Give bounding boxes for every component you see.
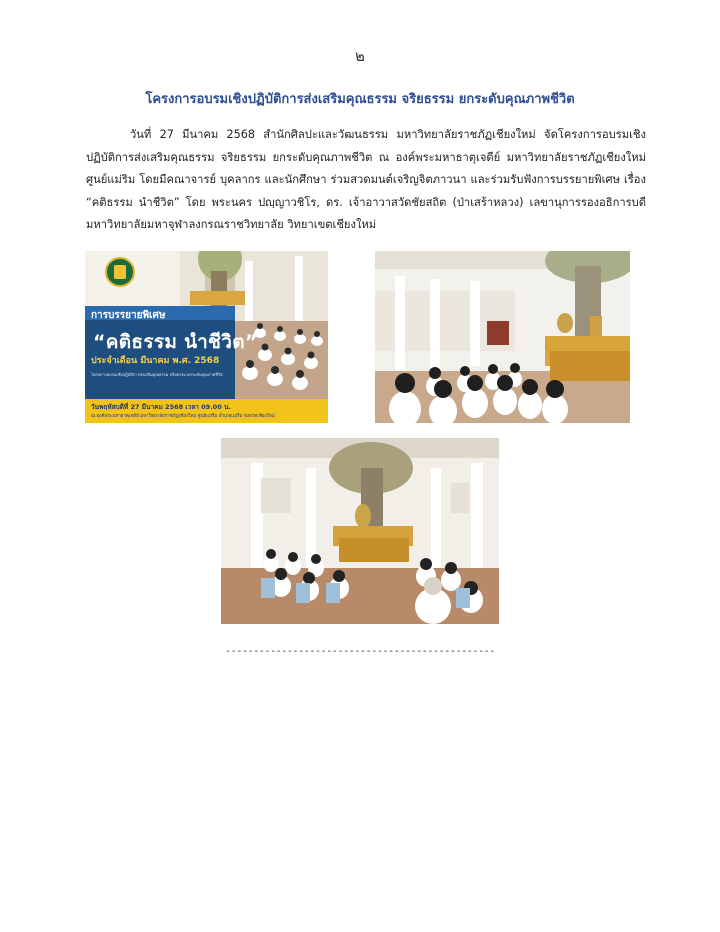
poster-date: วันพฤหัสบดีที่ 27 มีนาคม 2568 เวลา 09.00 น. (91, 403, 231, 411)
poster-kicker: การบรรยายพิเศษ (91, 310, 166, 321)
hall-photo-2-image (221, 438, 499, 624)
section-divider: ------------------------------------------------ (225, 646, 495, 657)
poster-venue: ณ องค์พระมหาธาตุเจดีย์ มหาวิทยาลัยราชภัฏเชียงใหม่ ศูนย์แม่ริม อำเภอแม่ริม จังหวัดเชียงใหม่ (91, 414, 275, 419)
hall-photo-2 (221, 438, 499, 624)
body-paragraph: วันที่ 27 มีนาคม 2568 สำนักศิลปะและวัฒนธรรม มหาวิทยาลัยราชภัฏเชียงใหม่ จัดโครงการอบรมเชิงปฏิบัติการส่งเสริมคุณธรรม จริยธรรม ยกระดับคุณภาพชีวิต ณ องค์พระมหาธาตุเจดีย์ มหาวิทยาลัยราชภัฏเชียงใหม่ ศูนย์แม่ริม โดยมีคณาจารย์ บุคลากร และนักศึกษา ร่วมสวดมนต์เจริญจิตภาวนา และร่วมรับฟังการบรรยายพิเศษ เรื่อง “คติธรรม นำชีวิต” โดย พระนคร ปญฺญาวชิโร, ดร. เจ้าอาวาสวัดชัยสถิต (ป่าเสร้าหลวง) เลขานุการรองอธิการบดี มหาวิทยาลัยมหาจุฬาลงกรณราชวิทยาลัย วิทยาเขตเชียงใหม่ (86, 128, 646, 231)
page-number: ๒ (355, 47, 365, 65)
poster-headline: “คติธรรม นำชีวิต” (93, 331, 258, 353)
body-paragraph-container (86, 124, 646, 237)
hall-photo-1 (375, 251, 630, 423)
poster-small-text: โครงการอบรมเชิงปฏิบัติการส่งเสริมคุณธรรม จริยธรรม ยกระดับคุณภาพชีวิต (91, 372, 223, 377)
university-logo-icon (105, 257, 135, 287)
hall-photo-1-image (375, 251, 630, 423)
document-title: โครงการอบรมเชิงปฏิบัติการส่งเสริมคุณธรรม จริยธรรม ยกระดับคุณภาพชีวิต (145, 92, 575, 107)
poster-subtitle: ประจำเดือน มีนาคม พ.ศ. 2568 (91, 356, 220, 366)
poster-photo (85, 251, 328, 423)
